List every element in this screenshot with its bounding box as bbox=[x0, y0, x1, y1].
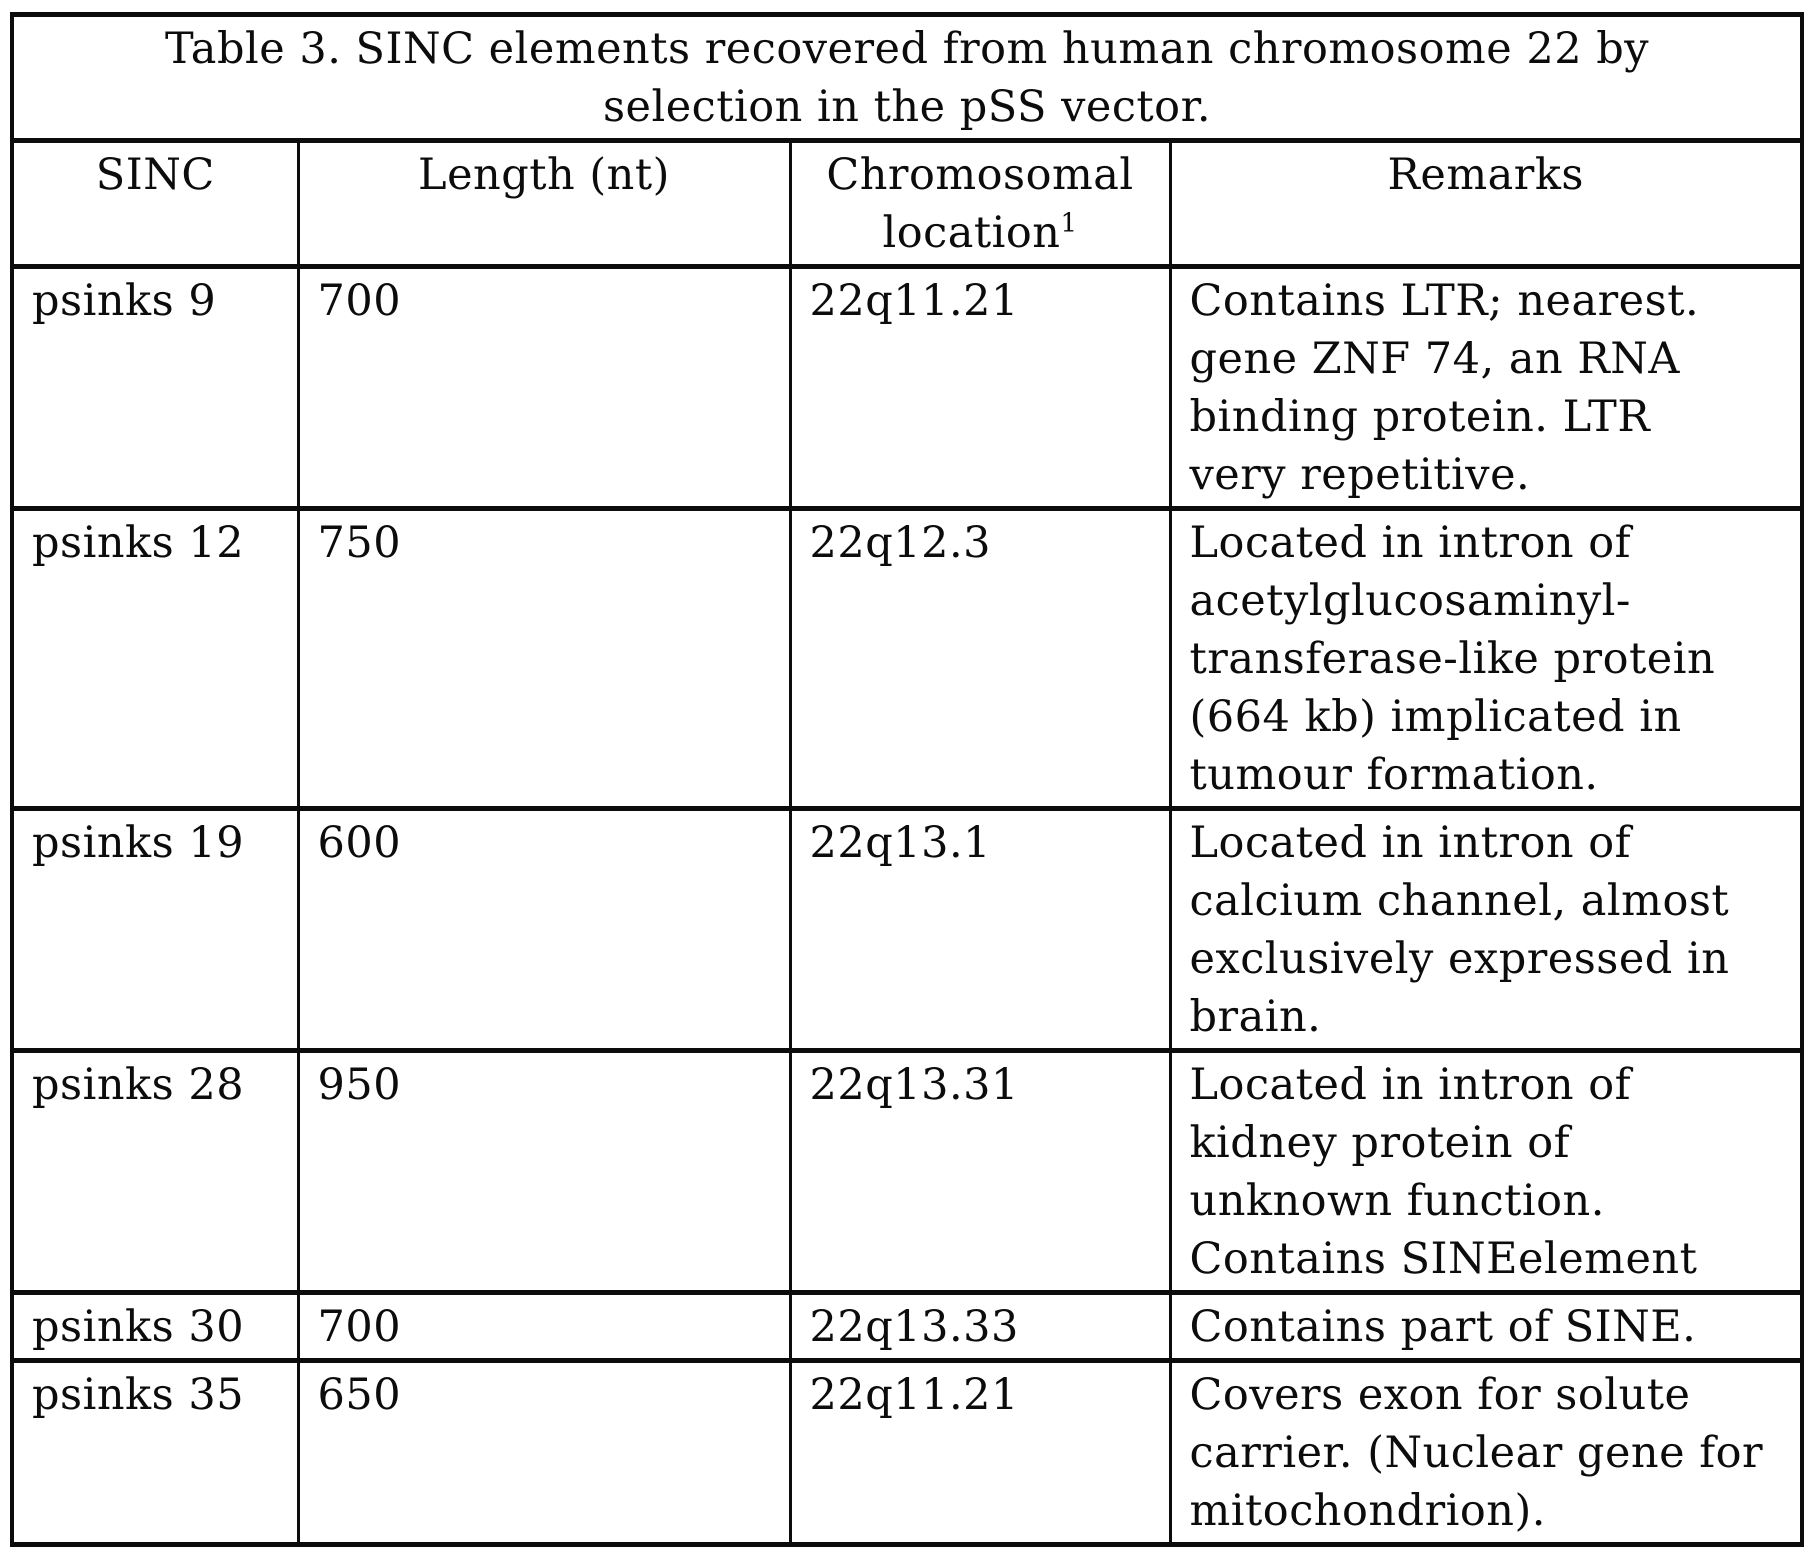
table-row bbox=[12, 1051, 1802, 1293]
location-cell: 22q11.21 bbox=[790, 267, 1170, 509]
column-header-length: Length (nt) bbox=[298, 141, 790, 267]
table-row bbox=[12, 1293, 1802, 1361]
column-header-sinc: SINC bbox=[12, 141, 298, 267]
location-cell: 22q13.31 bbox=[790, 1051, 1170, 1293]
remarks-cell: Located in intron of acetylglucosaminyl- transferase-like protein (664 kb) implicated in tumour formation. bbox=[1170, 509, 1802, 809]
table-title-row bbox=[12, 15, 1802, 141]
location-cell: 22q11.21 bbox=[790, 1361, 1170, 1545]
sinc-id-cell: psinks 9 bbox=[12, 267, 298, 509]
table-title: Table 3. SINC elements recovered from human chromosome 22 by selection in the pSS vector. bbox=[12, 15, 1802, 141]
remarks-cell: Contains LTR; nearest. gene ZNF 74, an RNA binding protein. LTR very repetitive. bbox=[1170, 267, 1802, 509]
length-cell: 950 bbox=[298, 1051, 790, 1293]
column-header-remarks: Remarks bbox=[1170, 141, 1802, 267]
column-header-location bbox=[790, 141, 1170, 267]
length-cell: 600 bbox=[298, 809, 790, 1051]
sinc-id-cell: psinks 35 bbox=[12, 1361, 298, 1545]
column-header-location-label: Chromosomal location bbox=[826, 150, 1134, 258]
remarks-cell: Located in intron of calcium channel, almost exclusively expressed in brain. bbox=[1170, 809, 1802, 1051]
location-cell: 22q13.1 bbox=[790, 809, 1170, 1051]
table-row bbox=[12, 1361, 1802, 1545]
table-row bbox=[12, 267, 1802, 509]
remarks-cell: Contains part of SINE. bbox=[1170, 1293, 1802, 1361]
table-row bbox=[12, 509, 1802, 809]
length-cell: 650 bbox=[298, 1361, 790, 1545]
location-cell: 22q12.3 bbox=[790, 509, 1170, 809]
sinc-id-cell: psinks 30 bbox=[12, 1293, 298, 1361]
sinc-id-cell: psinks 28 bbox=[12, 1051, 298, 1293]
sinc-elements-table bbox=[10, 12, 1804, 1547]
table-header-row bbox=[12, 141, 1802, 267]
length-cell: 750 bbox=[298, 509, 790, 809]
remarks-cell: Covers exon for solute carrier. (Nuclear gene for mitochondrion). bbox=[1170, 1361, 1802, 1545]
remarks-cell: Located in intron of kidney protein of unknown function. Contains SINEelement bbox=[1170, 1051, 1802, 1293]
length-cell: 700 bbox=[298, 267, 790, 509]
location-cell: 22q13.33 bbox=[790, 1293, 1170, 1361]
footnote-marker: 1 bbox=[1060, 208, 1078, 239]
sinc-id-cell: psinks 12 bbox=[12, 509, 298, 809]
length-cell: 700 bbox=[298, 1293, 790, 1361]
sinc-id-cell: psinks 19 bbox=[12, 809, 298, 1051]
table-row bbox=[12, 809, 1802, 1051]
